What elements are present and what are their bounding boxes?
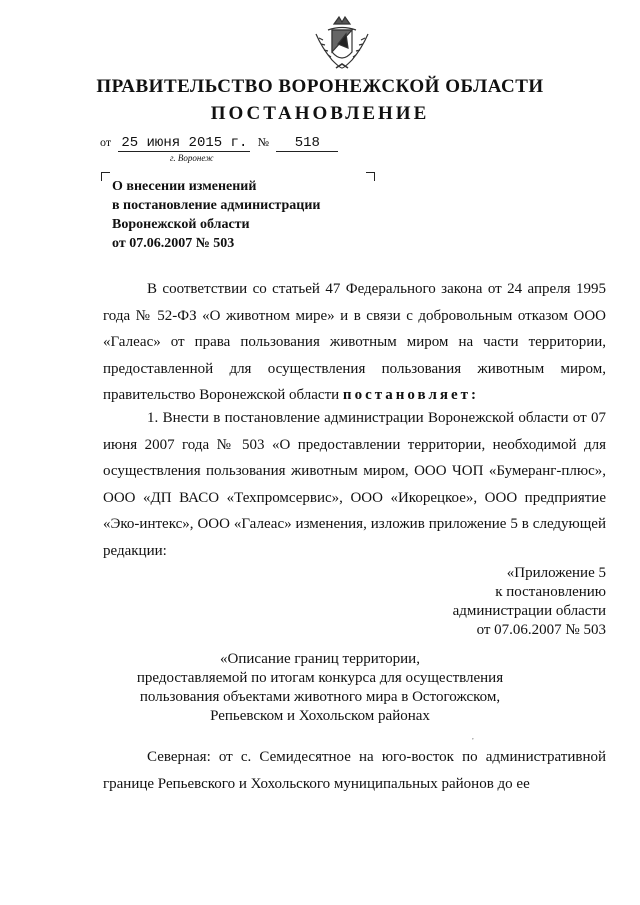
subject-corner-right xyxy=(366,172,375,181)
date-number-line xyxy=(100,134,338,152)
city-label: г. Воронеж xyxy=(170,153,214,163)
coat-of-arms-icon xyxy=(310,14,374,74)
resolves-word: постановляет: xyxy=(342,387,479,404)
subject-line: О внесении изменений xyxy=(112,179,257,194)
appendix-reference xyxy=(453,564,606,640)
preamble-paragraph xyxy=(103,276,606,409)
document-subject xyxy=(112,177,320,253)
subject-line: в постановление администрации xyxy=(112,198,321,213)
document-number: 518 xyxy=(276,136,338,152)
border-title-line: «Описание границ территории, xyxy=(220,651,420,667)
border-title-line: пользования объектами животного мира в Остогожском, xyxy=(139,689,501,705)
document-date: 25 июня 2015 г. xyxy=(118,136,250,152)
government-title: ПРАВИТЕЛЬСТВО ВОРОНЕЖСКОЙ ОБЛАСТИ xyxy=(96,76,544,97)
subject-line: Воронежской области xyxy=(112,217,250,232)
border-title-line: предоставляемой по итогам конкурса для осуществления xyxy=(136,670,504,686)
item-1-paragraph: 1. Внести в постановление администрации Воронежской области от 07 июня 2007 года № 503 «О предоставлении территории, необходимой для осуществления пользования животным миром, ООО ЧОП «Бумеранг-плюс», ООО «ДП ВАСО «Техпромсервис», ООО «Икорецкое», ООО предприятие «Эко-интекс», ООО «Галеас» изменения, изложив приложение 5 в следующей редакции: xyxy=(103,410,606,559)
document-type: ПОСТАНОВЛЕНИЕ xyxy=(210,103,430,124)
subject-corner-left xyxy=(101,172,110,181)
number-label: № xyxy=(257,135,270,149)
preamble-text: В соответствии со статьей 47 Федерального закона от 24 апреля 1995 года № 52-ФЗ «О животном мире» и в связи с добровольным отказом ООО «Галеас» от права пользования животным миром на части территории, предоставленной для осуществления пользования животным миром, правительство Воронежской области xyxy=(103,281,606,404)
north-border-paragraph: Северная: от с. Семидесятное на юго-восток по административной границе Репьевского и Хохольского муниципальных районов до ее xyxy=(103,749,606,792)
subject-line: от 07.06.2007 № 503 xyxy=(112,236,235,251)
date-from-label: от xyxy=(100,135,112,149)
appendix-line: администрации области xyxy=(452,603,606,619)
border-description-title xyxy=(0,650,640,726)
appendix-line: к постановлению xyxy=(495,584,606,600)
scan-mark: , xyxy=(472,733,474,741)
border-title-line: Репьевском и Хохольском районах xyxy=(210,708,430,724)
appendix-line: от 07.06.2007 № 503 xyxy=(476,622,606,638)
appendix-line: «Приложение 5 xyxy=(506,565,606,581)
